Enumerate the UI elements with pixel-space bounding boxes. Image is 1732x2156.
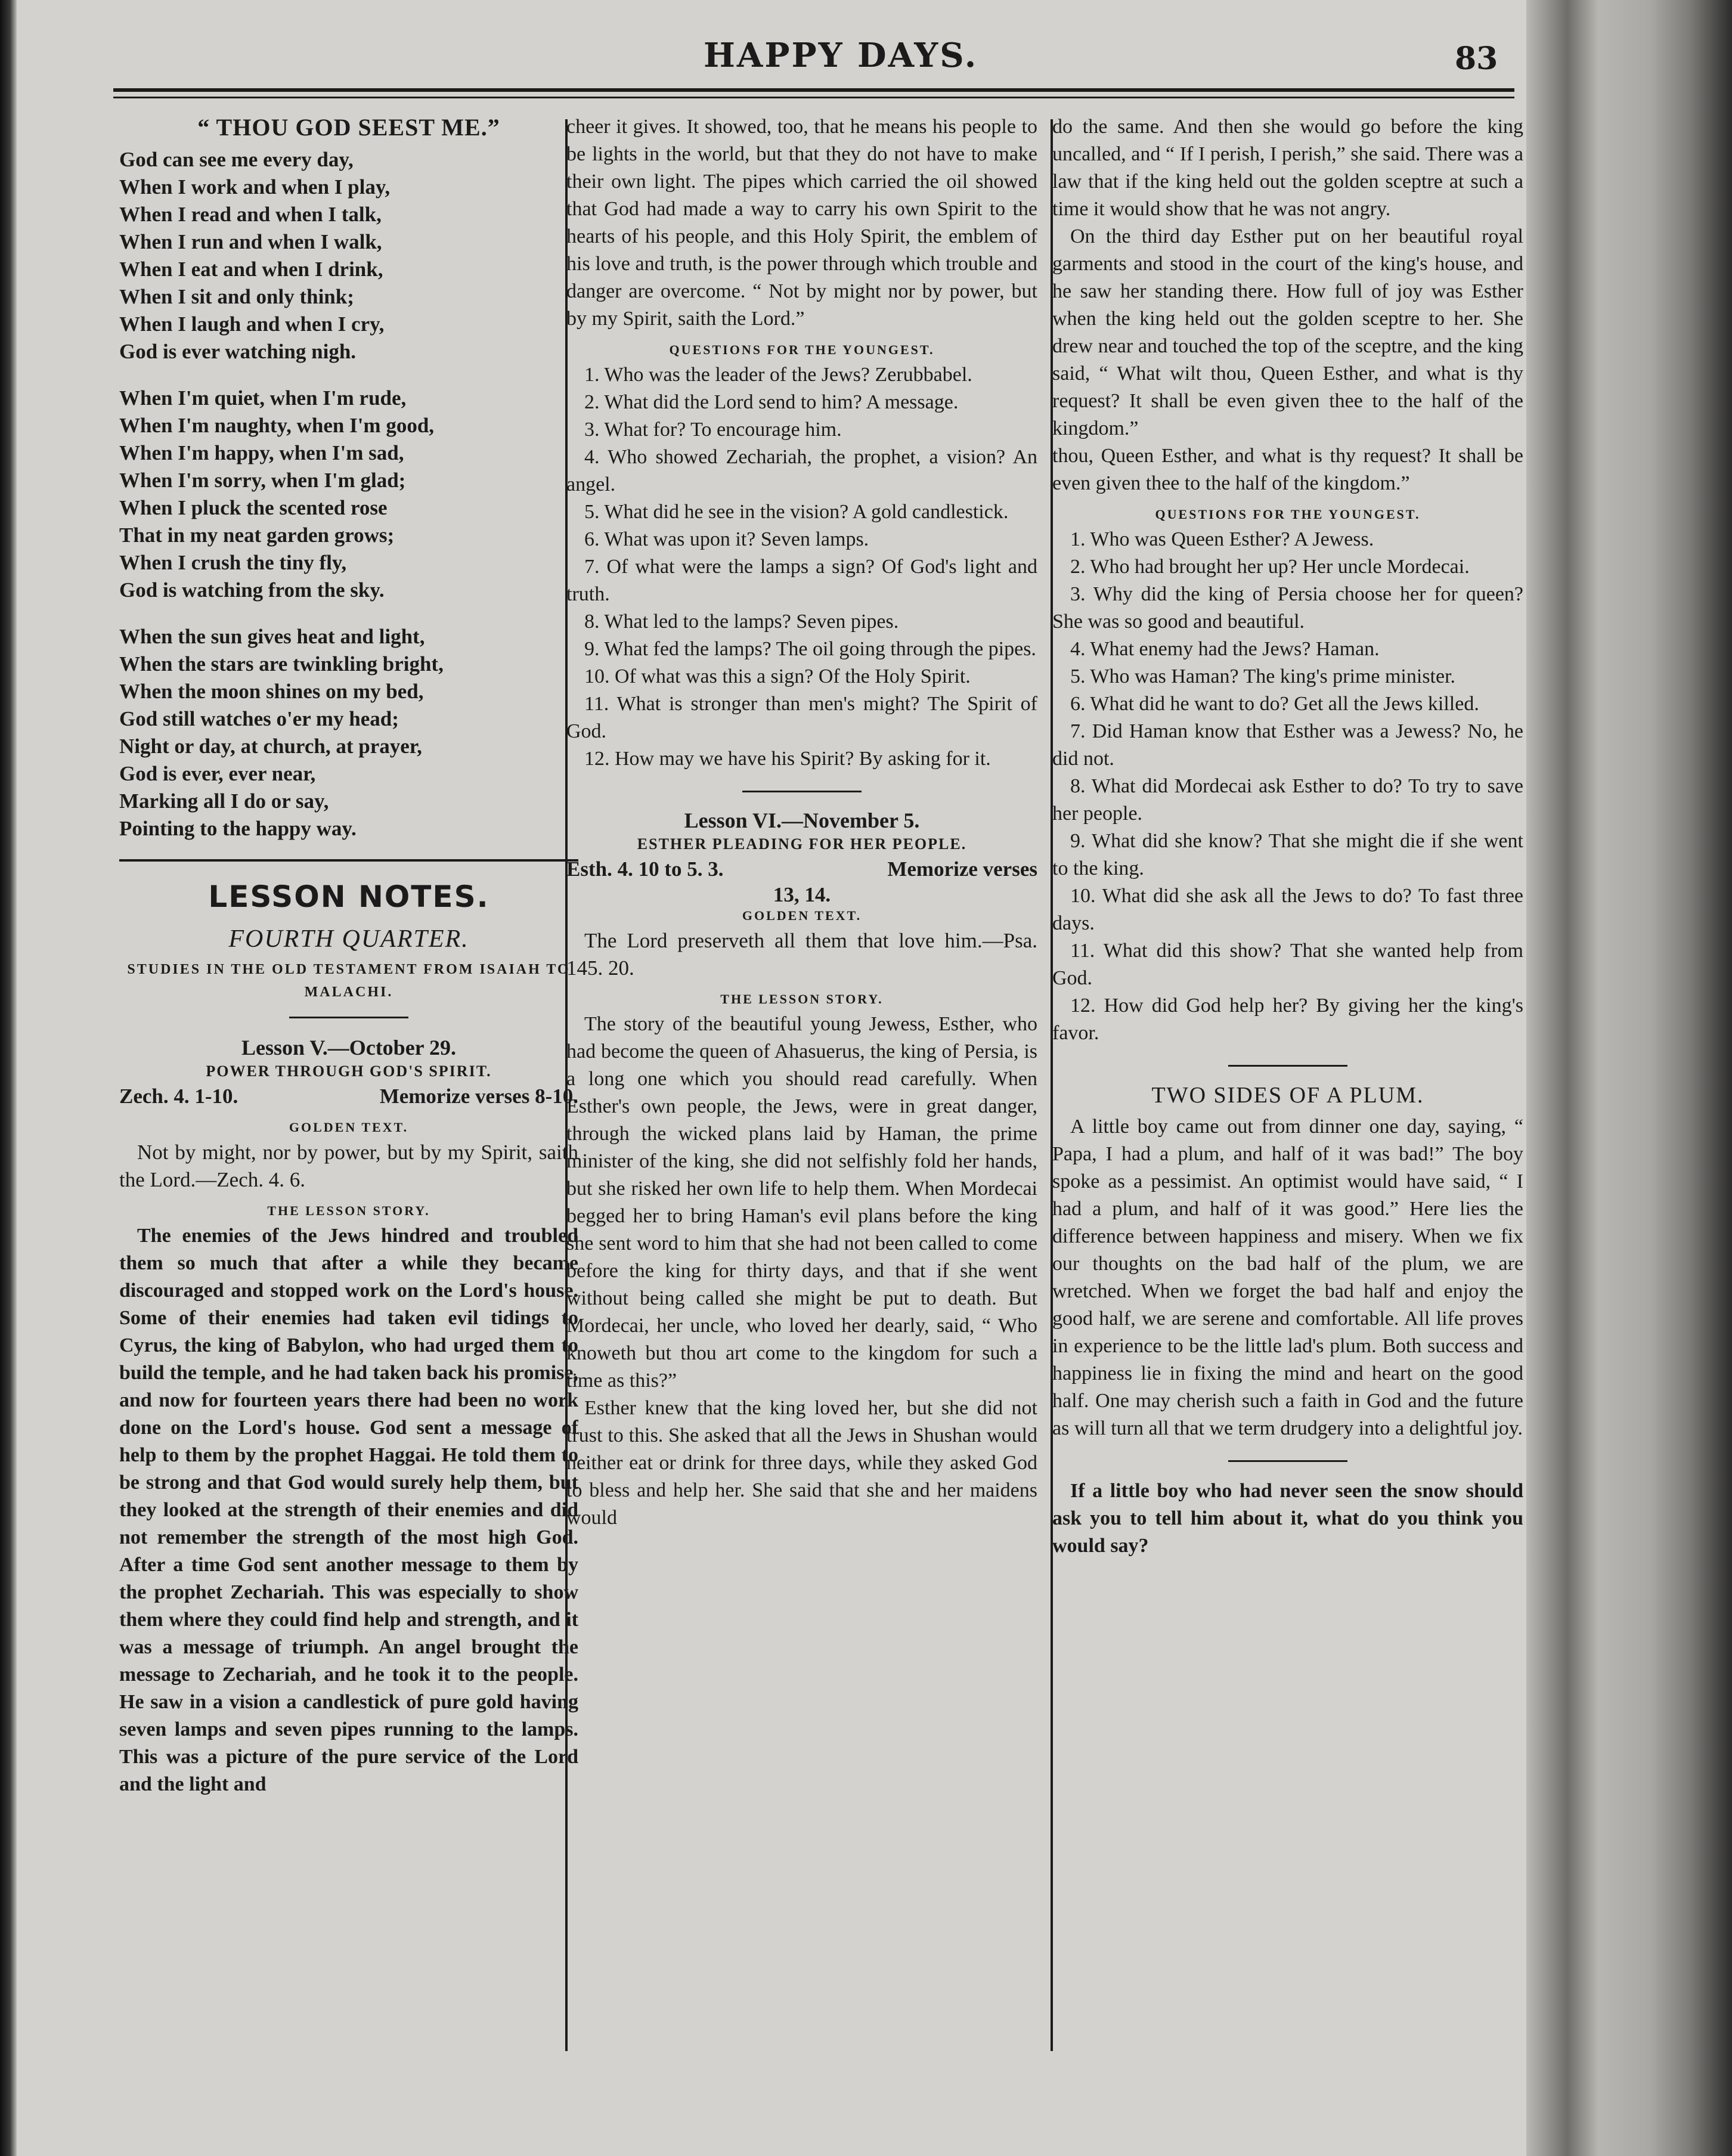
- lesson5-golden-label: GOLDEN TEXT.: [289, 1120, 409, 1135]
- plum-article-text: A little boy came out from dinner one day, saying, “ Papa, I had a plum, and half of it was bad!” The boy spoke as a pessimist. An optimist would have said, “ I had a plum, and half of it was good.” Here lies the difference between happiness and misery. When we fix our thoughts on the bad half of the plum, we are wretched. When we forget the bad half and enjoy the good half, we are serene and comfortable. All life proves in experience to be the little lad's plum. Both success and happiness lie in fixing the mind and heart on the good half. One may cherish such a faith in God and the future as will turn all that we term drudgery into a delightful joy.: [1052, 1116, 1523, 1439]
- poem-line: When the moon shines on my bed,: [119, 680, 424, 703]
- plum-article-title: TWO SIDES OF A PLUM.: [1151, 1083, 1424, 1108]
- question-answer: 7. Did Haman know that Esther was a Jewess? No, he did not.: [1052, 720, 1523, 770]
- question-answer: 2. What did the Lord send to him? A message.: [584, 391, 959, 413]
- short-divider: [289, 1017, 408, 1018]
- poem-line: God is ever watching nigh.: [119, 340, 357, 363]
- lesson5-title: POWER THROUGH GOD'S SPIRIT.: [206, 1062, 492, 1080]
- studies-subheading: STUDIES IN THE OLD TESTAMENT FROM ISAIAH TO MALACHI.: [127, 962, 571, 1000]
- poem-line: When I work and when I play,: [119, 175, 391, 199]
- page-number: 83: [1455, 41, 1498, 77]
- masthead-rule-thin: [113, 97, 1514, 98]
- question-answer: 2. Who had brought her up? Her uncle Mordecai.: [1070, 556, 1470, 578]
- question-answer: 12. How may we have his Spirit? By asking for it.: [584, 748, 991, 770]
- lesson6-story-label: THE LESSON STORY.: [720, 992, 884, 1006]
- question-answer: 6. What was upon it? Seven lamps.: [584, 528, 869, 550]
- masthead-rule-thick: [113, 88, 1514, 92]
- book-binding-edge: [0, 0, 17, 2156]
- lesson6-golden-label: GOLDEN TEXT.: [742, 908, 862, 923]
- lesson5-questions-label: QUESTIONS FOR THE YOUNGEST.: [669, 342, 935, 357]
- quarter-heading: FOURTH QUARTER.: [228, 925, 469, 953]
- poem-stanza-2: [119, 385, 578, 604]
- poem-line: When I'm happy, when I'm sad,: [119, 441, 404, 464]
- lesson6-story-repeat: thou, Queen Esther, and what is thy request? It shall be even given thee to the half of the kingdom.”: [1052, 445, 1523, 494]
- lesson6-golden-text: The Lord preserveth all them that love him.—Psa. 145. 20.: [566, 929, 1037, 980]
- lesson6-story-paragraph: Esther knew that the king loved her, but she did not trust to this. She asked that all the Jews in Shushan would neither eat or drink for three days, while they asked God to bless and help her. She said that she and her maidens would: [566, 1397, 1037, 1529]
- lesson6-heading: Lesson VI.—November 5.: [684, 808, 920, 832]
- poem-title: “ THOU GOD SEEST ME.”: [197, 114, 500, 141]
- poem-line: When I pluck the scented rose: [119, 496, 388, 519]
- short-divider: [1228, 1460, 1347, 1462]
- poem-line: God still watches o'er my head;: [119, 707, 399, 730]
- lesson5-story: The enemies of the Jews hindred and troubled them so much that after a while they became discouraged and stopped work on the Lord's house. Some of their enemies had taken evil tidings to Cyrus, the king of Babylon, who had urged them to build the temple, and he had taken back his promise, and now for fourteen years there had been no work done on the Lord's house. God sent a message of help to them by the prophet Haggai. He told them to be strong and that God would surely help them, but they looked at the strength of their enemies and did not remember the strength of the most high God. After a time God sent another message to them by the prophet Zechariah. This was especially to show them where they could find help and strength, and it was a message of triumph. An angel brought the message to Zechariah, and he took it to the people. He saw in a vision a candlestick of pure gold having seven lamps and seven pipes running to the lamps. This was a picture of the pure service of the Lord and the light and: [119, 1225, 578, 1795]
- poem-stanza-3: [119, 623, 578, 842]
- poem-stanza-1: [119, 146, 578, 365]
- poem-line: God is watching from the sky.: [119, 578, 385, 602]
- question-answer: 9. What did she know? That she might die if she went to the king.: [1052, 830, 1523, 879]
- poem-line: Night or day, at church, at prayer,: [119, 735, 422, 758]
- short-divider: [742, 791, 862, 792]
- poem-line: God is ever, ever near,: [119, 762, 316, 785]
- lesson5-heading: Lesson V.—October 29.: [241, 1036, 457, 1060]
- lesson5-story-label: THE LESSON STORY.: [267, 1203, 430, 1218]
- page-stack-edge: [1526, 0, 1732, 2156]
- poem-line: When I run and when I walk,: [119, 230, 382, 253]
- lesson6-story-paragraph: do the same. And then she would go before the king uncalled, and “ If I perish, I perish,” she said. There was a law that if the king held out the golden sceptre at such a time it would show that he was not angry.: [1052, 116, 1523, 220]
- question-answer: 8. What led to the lamps? Seven pipes.: [584, 611, 899, 633]
- question-answer: 10. What did she ask all the Jews to do? To fast three days.: [1052, 885, 1523, 934]
- lesson6-reference: [566, 856, 1037, 883]
- poem-line: When I read and when I talk,: [119, 203, 382, 226]
- poem-line: When I'm quiet, when I'm rude,: [119, 386, 407, 410]
- question-answer: 12. How did God help her? By giving her the king's favor.: [1052, 995, 1523, 1044]
- question-answer: 8. What did Mordecai ask Esther to do? To try to save her people.: [1052, 775, 1523, 825]
- lesson5-scripture: Zech. 4. 1-10.: [119, 1085, 238, 1108]
- poem-line: God can see me every day,: [119, 148, 354, 171]
- newspaper-page: [83, 24, 1526, 2111]
- poem-line: Marking all I do or say,: [119, 789, 329, 813]
- poem-line: When I'm sorry, when I'm glad;: [119, 469, 406, 492]
- lesson6-title: ESTHER PLEADING FOR HER PEOPLE.: [637, 835, 967, 853]
- lesson6-memorize: Memorize verses: [887, 857, 1037, 881]
- poem-line: That in my neat garden grows;: [119, 523, 395, 547]
- column-1: [119, 113, 578, 2069]
- lesson6-questions-label: QUESTIONS FOR THE YOUNGEST.: [1155, 507, 1421, 522]
- poem-line: Pointing to the happy way.: [119, 817, 357, 840]
- question-answer: 11. What is stronger than men's might? The Spirit of God.: [566, 693, 1037, 742]
- lesson6-story-paragraph: The story of the beautiful young Jewess, Esther, who had become the queen of Ahasuerus, the king of Persia, is a long one which you should read carefully. When Esther's own people, the Jews, were in great danger, through the wicked plans laid by Haman, the prime minister of the king, she did not selfishly fold her hands, but she risked her own life to help them. When Mordecai begged her to bring Haman's evil plans before the king she sent word to him that she had not been called to come before the king for thirty days, and that if she went without being called she might be put to death. But Mordecai, her uncle, who loved her dearly, said, “ Who knoweth but thou art come to the kingdom for such a time as this?”: [566, 1013, 1037, 1392]
- poem-line: When I'm naughty, when I'm good,: [119, 414, 435, 437]
- masthead-title: HAPPY DAYS.: [704, 36, 978, 75]
- lesson6-scripture: Esth. 4. 10 to 5. 3.: [566, 857, 724, 881]
- question-answer: 4. Who showed Zechariah, the prophet, a vision? An angel.: [566, 446, 1037, 495]
- lesson5-memorize: Memorize verses 8-10.: [379, 1085, 578, 1108]
- poem-line: When I eat and when I drink,: [119, 258, 383, 281]
- lesson6-memorize-verses: 13, 14.: [773, 883, 831, 906]
- poem-line: When I crush the tiny fly,: [119, 551, 347, 574]
- question-answer: 1. Who was Queen Esther? A Jewess.: [1070, 528, 1374, 550]
- question-answer: 11. What did this show? That she wanted help from God.: [1052, 940, 1523, 989]
- section-divider: [119, 859, 578, 862]
- column-3: [1052, 113, 1523, 2069]
- poem-line: When I laugh and when I cry,: [119, 312, 385, 336]
- question-answer: 5. What did he see in the vision? A gold candlestick.: [584, 501, 1009, 523]
- poem-line: When I sit and only think;: [119, 285, 354, 308]
- question-answer: 10. Of what was this a sign? Of the Holy Spirit.: [584, 665, 971, 687]
- question-answer: 1. Who was the leader of the Jews? Zerubbabel.: [584, 364, 972, 386]
- question-answer: 3. Why did the king of Persia choose her for queen? She was so good and beautiful.: [1052, 583, 1523, 633]
- question-answer: 5. Who was Haman? The king's prime minister.: [1070, 665, 1456, 687]
- question-answer: 6. What did he want to do? Get all the Jews killed.: [1070, 693, 1479, 715]
- masthead: [83, 24, 1526, 78]
- lesson5-golden-text: Not by might, nor by power, but by my Spirit, saith the Lord.—Zech. 4. 6.: [119, 1141, 578, 1191]
- question-answer: 7. Of what were the lamps a sign? Of God's light and truth.: [566, 556, 1037, 605]
- lesson5-reference: [119, 1083, 578, 1110]
- lesson-notes-heading: LESSON NOTES.: [208, 879, 489, 914]
- poem-line: When the sun gives heat and light,: [119, 625, 425, 648]
- closing-question: If a little boy who had never seen the snow should ask you to tell him about it, what do you think you would say?: [1052, 1480, 1523, 1557]
- question-answer: 4. What enemy had the Jews? Haman.: [1070, 638, 1380, 660]
- question-answer: 9. What fed the lamps? The oil going through the pipes.: [584, 638, 1036, 660]
- poem-line: When the stars are twinkling bright,: [119, 652, 444, 676]
- lesson5-story-continued: cheer it gives. It showed, too, that he means his people to be lights in the world, but that they do not have to make their own light. The pipes which carried the oil showed that God had made a way to carry his own Spirit to the hearts of his people, and this Holy Spirit, the emblem of his love and truth, is the power through which trouble and danger are overcome. “ Not by might nor by power, but by my Spirit, saith the Lord.”: [566, 116, 1037, 330]
- lesson6-story-paragraph: On the third day Esther put on her beautiful royal garments and stood in the court of the king's house, and he saw her standing there. How full of joy was Esther when the king held out the golden sceptre to her. She drew near and touched the top of the sceptre, and the king said, “ What wilt thou, Queen Esther, and what is thy request? It shall be even given thee to the half of the kingdom.”: [1052, 225, 1523, 439]
- column-2: [566, 113, 1037, 2069]
- question-answer: 3. What for? To encourage him.: [584, 419, 842, 441]
- short-divider: [1228, 1065, 1347, 1067]
